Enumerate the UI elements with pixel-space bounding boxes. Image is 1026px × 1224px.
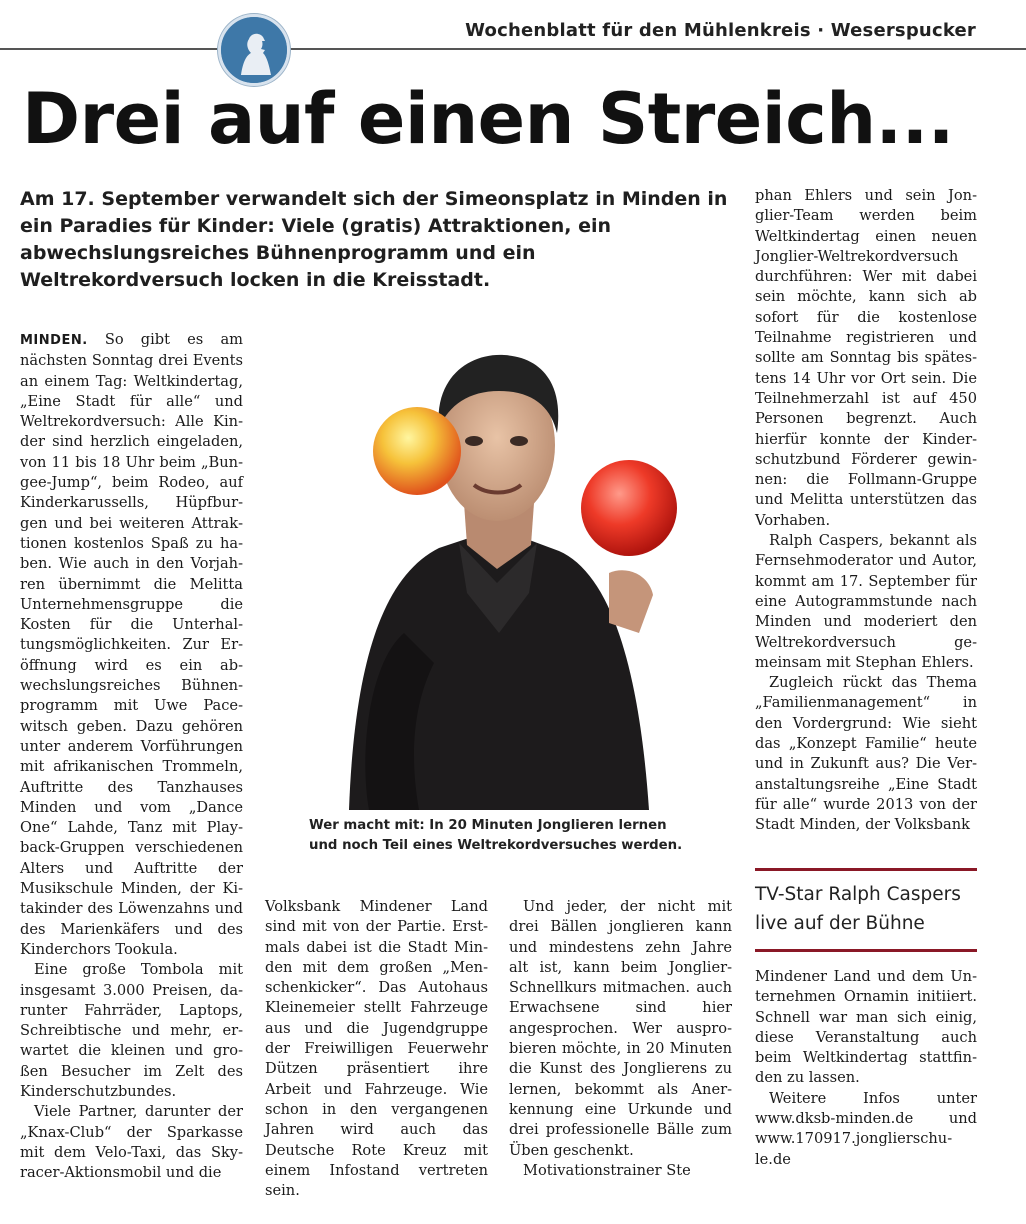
box-rule-bottom <box>755 949 977 952</box>
article-column-4-continued <box>755 967 977 1170</box>
lead-paragraph: Am 17. September verwandelt sich der Simeonsplatz in Minden in ein Paradies für Kinder: Viele (gratis) Attraktionen, ein abwechslungsreiches Bühnenprogramm und ein Weltrekordversuch locken in die Kreisstadt. <box>20 188 728 291</box>
masthead-rule <box>0 48 1026 50</box>
article-paragraph: MINDEN. So gibt es am nächsten Sonntag drei Events an einem Tag: Weltkindertag, „Eine Stadt für alle“ und Weltrekordversuch: Alle Kinder sind herzlich eingeladen, von 11 bis 18 Uhr beim „Bungee-Jump“, beim Rodeo, auf Kinderkarussells, Hüpfburgen und bei weiteren Attraktionen kostenlos Spaß zu haben. Wie auch in den Vorjahren übernimmt die Melitta Unternehmensgruppe die Kosten für die Unterhaltungsmöglichkeiten. Zur Eröffnung wird es ein abwechslungsreiches Bühnenprogramm mit Uwe Pacewitsch geben. Dazu gehören unter anderem Vorführungen mit afrikanischen Trommeln, Auftritte des Tanzhauses Minden und vom „Dance One“ Lahde, Tanz mit Playback-Gruppen verschiedenen Alters und Auftritte der Musikschule Minden, der Kitakinder des Löwenzahns und des Marienkäfers und des Kinderchors Tookula. <box>20 331 243 958</box>
article-paragraph: Mindener Land und dem Unternehmen Ornamin initiiert. Schnell war man sich einig, diese Veranstaltung auch beim Weltkindertag stattfinden zu lassen. <box>755 968 977 1087</box>
article-paragraph: Weitere Infos unter www.dksb-minden.de und www.170917.jonglierschule.de <box>755 1089 977 1168</box>
article-column-1 <box>20 330 243 1183</box>
dateline: MINDEN. <box>20 333 88 348</box>
article-paragraph: Motivationstrainer Ste <box>523 1161 691 1179</box>
photo-caption: Wer macht mit: In 20 Minuten Jonglieren lernen und noch Teil eines Weltrekordversuches werden. <box>309 818 683 853</box>
headline: Drei auf einen Streich... <box>22 78 954 160</box>
article-paragraph: Und jeder, der nicht mit drei Bällen jonglieren kann und mindestens zehn Jahre alt ist, kann beim Jonglier-Schnellkurs mitmachen. auch Erwachsene sind hier angesprochen. Wer ausprobieren möchte, in 20 Minuten die Kunst des Jonglierens zu lernen, bekommt als Anerkennung eine Urkunde und drei professionelle Bälle zum Üben geschenkt. <box>509 898 732 1159</box>
article-paragraph: Eine große Tombola mit insgesamt 3.000 Preisen, darunter Fahrräder, Laptops, Schreibtische und mehr, erwartet die kleinen und großen Besucher im Zelt des Kinderschutzbundes. <box>20 961 243 1100</box>
article-paragraph: Volksbank Mindener Land sind mit von der Partie. Erstmals dabei ist die Stadt Minden mit dem großen „Menschenkicker“. Das Autohaus Kleinemeier stellt Fahrzeuge aus und die Jugendgruppe der Freiwilligen Feuerwehr Dützen präsentiert ihre Arbeit und Fahrzeuge. Wie schon in den vergangenen Jahren wird auch das Deutsche Rote Kreuz mit einem Infostand vertreten sein. <box>265 898 488 1200</box>
masthead-title: Wochenblatt für den Mühlenkreis · Weserspucker <box>465 20 976 41</box>
article-paragraph: phan Ehlers und sein Jonglier-Team werden beim Weltkindertag einen neuen Jonglier-Weltrekordversuch durchführen: Wer mit dabei sein möchte, kann sich ab sofort für die kostenlose Teilnahme registrieren und sollte am Sonntag bis spätestens 14 Uhr vor Ort sein. Die Teilnehmerzahl ist auf 450 Personen begrenzt. Auch hierfür konnte der Kinderschutzbund Förderer gewinnen: die Follmann-Gruppe und Melitta unterstützen das Vorhaben. <box>755 187 977 529</box>
box-heading: TV-Star Ralph Caspers live auf der Bühne <box>755 884 961 934</box>
article-photo <box>309 333 687 810</box>
weserspucker-logo-icon <box>218 14 290 86</box>
article-column-2 <box>265 897 488 1201</box>
article-column-3 <box>509 897 732 1181</box>
box-rule-top <box>755 868 977 871</box>
article-column-4 <box>755 186 977 836</box>
article-paragraph: Ralph Caspers, bekannt als Fernsehmoderator und Autor, kommt am 17. September für eine Autogrammstunde nach Minden und moderiert den Weltrekordversuch gemeinsam mit Stephan Ehlers. <box>755 532 977 671</box>
article-paragraph: Viele Partner, darunter der „Knax-Club“ der Sparkasse mit dem Velo-Taxi, das Skyracer-Aktionsmobil und die <box>20 1103 243 1182</box>
article-paragraph: Zugleich rückt das Thema „Familienmanagement“ in den Vordergrund: Wie sieht das „Konzept Familie“ heute und in Zukunft aus? Die Veranstaltungsreihe „Eine Stadt für alle“ wurde 2013 von der Stadt Minden, der Volksbank <box>755 674 977 834</box>
